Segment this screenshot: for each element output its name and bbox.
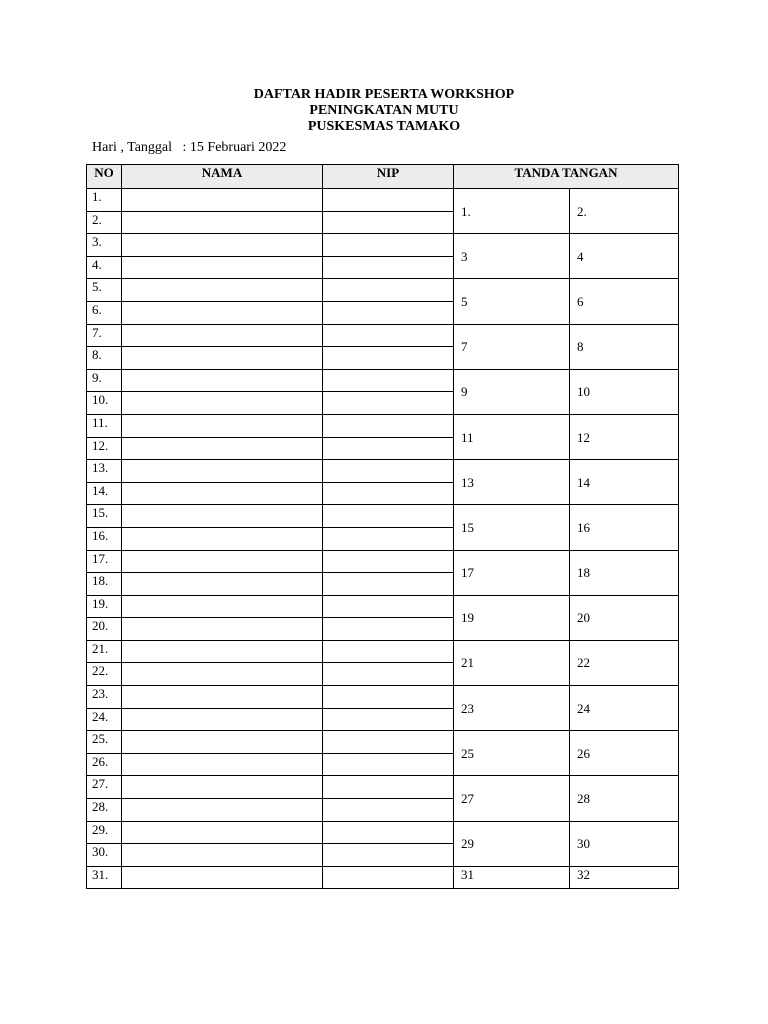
signature-cell[interactable]: 23 [454,686,570,731]
row-number: 27. [87,776,122,799]
nip-cell[interactable] [323,437,454,460]
nama-cell[interactable] [122,573,323,596]
nama-cell[interactable] [122,324,323,347]
table-row [87,369,679,392]
nama-cell[interactable] [122,279,323,302]
row-number: 8. [87,347,122,370]
nip-cell[interactable] [323,234,454,257]
row-number: 11. [87,414,122,437]
nama-cell[interactable] [122,595,323,618]
nama-cell[interactable] [122,189,323,212]
nama-cell[interactable] [122,460,323,483]
table-row [87,279,679,302]
table-row [87,821,679,844]
signature-cell[interactable]: 22 [570,640,679,685]
signature-cell[interactable]: 6 [570,279,679,324]
nama-cell[interactable] [122,753,323,776]
nama-cell[interactable] [122,505,323,528]
row-number: 7. [87,324,122,347]
row-number: 19. [87,595,122,618]
nip-cell[interactable] [323,844,454,867]
signature-cell[interactable]: 7 [454,324,570,369]
table-row [87,460,679,483]
row-number: 14. [87,482,122,505]
signature-cell[interactable]: 21 [454,640,570,685]
nip-cell[interactable] [323,482,454,505]
nama-cell[interactable] [122,256,323,279]
attendance-table [86,164,679,889]
nama-cell[interactable] [122,618,323,641]
nip-cell[interactable] [323,414,454,437]
signature-cell[interactable]: 26 [570,731,679,776]
signature-cell[interactable]: 13 [454,460,570,505]
row-number: 5. [87,279,122,302]
signature-cell[interactable]: 16 [570,505,679,550]
table-row [87,189,679,212]
row-number: 9. [87,369,122,392]
row-number: 25. [87,731,122,754]
nama-cell[interactable] [122,369,323,392]
nama-cell[interactable] [122,776,323,799]
nip-cell[interactable] [323,731,454,754]
nip-cell[interactable] [323,663,454,686]
signature-cell[interactable]: 10 [570,369,679,414]
table-row [87,731,679,754]
row-number: 20. [87,618,122,641]
nama-cell[interactable] [122,799,323,822]
row-number: 21. [87,640,122,663]
table-row [87,686,679,709]
nama-cell[interactable] [122,731,323,754]
row-number: 10. [87,392,122,415]
column-header-nip: NIP [323,165,454,189]
signature-cell[interactable]: 2. [570,189,679,234]
nip-cell[interactable] [323,392,454,415]
nip-cell[interactable] [323,301,454,324]
nama-cell[interactable] [122,437,323,460]
signature-cell[interactable]: 9 [454,369,570,414]
table-row [87,414,679,437]
signature-cell[interactable]: 27 [454,776,570,821]
nip-cell[interactable] [323,618,454,641]
nama-cell[interactable] [122,550,323,573]
column-header-nama: NAMA [122,165,323,189]
row-number: 15. [87,505,122,528]
row-number: 4. [87,256,122,279]
signature-cell[interactable]: 3 [454,234,570,279]
signature-cell[interactable]: 25 [454,731,570,776]
signature-cell[interactable]: 12 [570,414,679,459]
nama-cell[interactable] [122,392,323,415]
nip-cell[interactable] [323,189,454,212]
signature-cell[interactable]: 18 [570,550,679,595]
column-header-no: NO [87,165,122,189]
nama-cell[interactable] [122,211,323,234]
nama-cell[interactable] [122,844,323,867]
nip-cell[interactable] [323,708,454,731]
table-row [87,505,679,528]
row-number: 29. [87,821,122,844]
nip-cell[interactable] [323,347,454,370]
signature-cell[interactable]: 8 [570,324,679,369]
table-row [87,324,679,347]
nip-cell[interactable] [323,527,454,550]
nip-cell[interactable] [323,573,454,596]
nip-cell[interactable] [323,866,454,889]
row-number: 30. [87,844,122,867]
row-number: 16. [87,527,122,550]
row-number: 2. [87,211,122,234]
nama-cell[interactable] [122,640,323,663]
nip-cell[interactable] [323,256,454,279]
nip-cell[interactable] [323,324,454,347]
nip-cell[interactable] [323,640,454,663]
table-row [87,640,679,663]
signature-cell[interactable]: 31 [454,866,570,889]
table-header-row [87,165,679,189]
column-header-tanda-tangan: TANDA TANGAN [454,165,679,189]
row-number: 28. [87,799,122,822]
nip-cell[interactable] [323,279,454,302]
row-number: 6. [87,301,122,324]
signature-cell[interactable]: 11 [454,414,570,459]
nip-cell[interactable] [323,595,454,618]
signature-cell[interactable]: 29 [454,821,570,866]
nip-cell[interactable] [323,211,454,234]
nama-cell[interactable] [122,414,323,437]
signature-cell[interactable]: 24 [570,686,679,731]
document-title: DAFTAR HADIR PESERTA WORKSHOP [253,87,515,102]
signature-cell[interactable]: 14 [570,460,679,505]
table-row [87,595,679,618]
signature-cell[interactable]: 20 [570,595,679,640]
row-number: 3. [87,234,122,257]
nama-cell[interactable] [122,866,323,889]
nip-cell[interactable] [323,505,454,528]
nip-cell[interactable] [323,550,454,573]
row-number: 13. [87,460,122,483]
nama-cell[interactable] [122,686,323,709]
table-row [87,776,679,799]
signature-cell[interactable]: 30 [570,821,679,866]
signature-cell[interactable]: 5 [454,279,570,324]
row-number: 31. [87,866,122,889]
nama-cell[interactable] [122,482,323,505]
row-number: 12. [87,437,122,460]
table-row [87,550,679,573]
signature-cell[interactable]: 15 [454,505,570,550]
signature-cell[interactable]: 4 [570,234,679,279]
table-row [87,866,679,889]
nama-cell[interactable] [122,234,323,257]
nama-cell[interactable] [122,347,323,370]
nama-cell[interactable] [122,527,323,550]
row-number: 26. [87,753,122,776]
document-subtitle: PENINGKATAN MUTU [309,103,459,118]
nip-cell[interactable] [323,821,454,844]
row-number: 22. [87,663,122,686]
nip-cell[interactable] [323,460,454,483]
signature-cell[interactable]: 1. [454,189,570,234]
signature-cell[interactable]: 19 [454,595,570,640]
row-number: 1. [87,189,122,212]
nip-cell[interactable] [323,799,454,822]
row-number: 23. [87,686,122,709]
row-number: 24. [87,708,122,731]
nip-cell[interactable] [323,686,454,709]
table-row [87,234,679,257]
nama-cell[interactable] [122,301,323,324]
signature-cell[interactable]: 17 [454,550,570,595]
row-number: 18. [87,573,122,596]
nip-cell[interactable] [323,776,454,799]
signature-cell[interactable]: 28 [570,776,679,821]
document-organization: PUSKESMAS TAMAKO [307,119,461,134]
nip-cell[interactable] [323,753,454,776]
nama-cell[interactable] [122,708,323,731]
date-line: Hari , Tanggal : 15 Februari 2022 [92,140,287,155]
nama-cell[interactable] [122,821,323,844]
nama-cell[interactable] [122,663,323,686]
nip-cell[interactable] [323,369,454,392]
row-number: 17. [87,550,122,573]
signature-cell[interactable]: 32 [570,866,679,889]
